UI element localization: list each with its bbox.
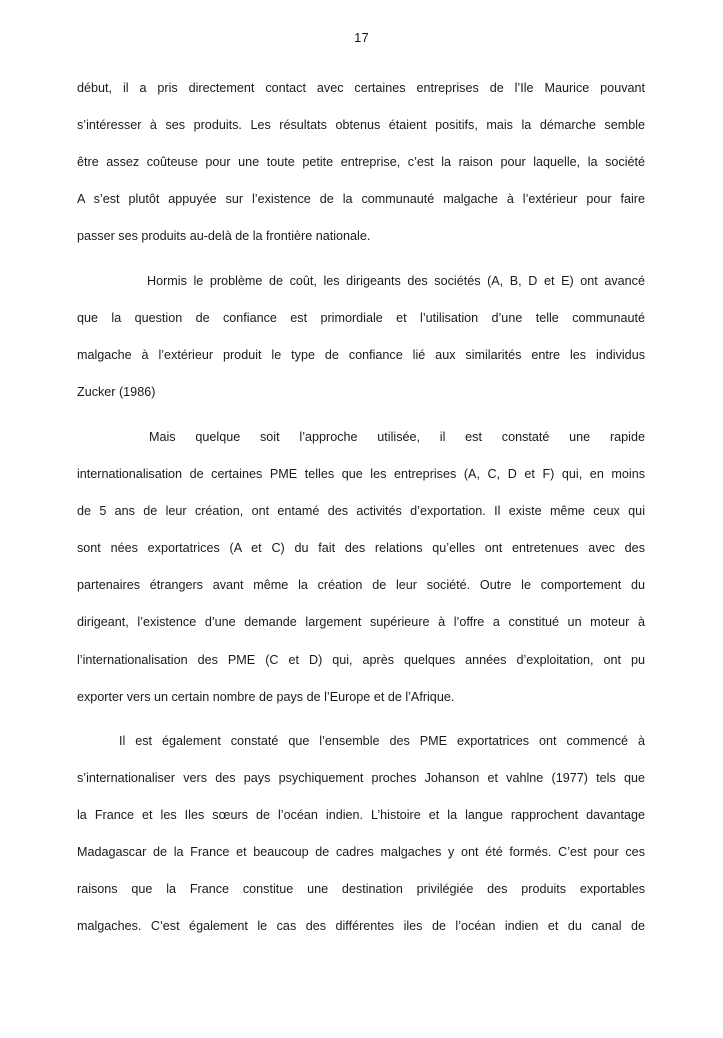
paragraph-line: début, il a pris directement contact avec certaines entreprises de l’Ile Maurice pouvant xyxy=(77,81,645,95)
paragraph-line: être assez coûteuse pour une toute petite entreprise, c’est la raison pour laquelle, la société xyxy=(77,155,645,170)
paragraph-line: Mais quelque soit l’approche utilisée, il est constaté une rapide xyxy=(149,430,645,444)
paragraph-3 xyxy=(77,419,645,716)
paragraph-line: malgache à l’extérieur produit le type de confiance lié aux similarités entre les individus xyxy=(77,348,645,363)
paragraph-line: Hormis le problème de coût, les dirigeants des sociétés (A, B, D et E) ont avancé xyxy=(147,274,645,288)
paragraph-line: que la question de confiance est primordiale et l’utilisation d’une telle communauté xyxy=(77,311,645,326)
paragraph-line: sont nées exportatrices (A et C) du fait des relations qu’elles ont entretenues avec des xyxy=(77,541,645,556)
paragraph-line: Zucker (1986) xyxy=(77,385,156,400)
paragraph-line: passer ses produits au-delà de la frontière nationale. xyxy=(77,229,371,244)
paragraph-line: dirigeant, l’existence d’une demande largement supérieure à l’offre a constitué un moteur à xyxy=(77,615,645,630)
paragraph-line: malgaches. C’est également le cas des différentes iles de l’océan indien et du canal de xyxy=(77,919,645,934)
page-number: 17 xyxy=(354,30,369,45)
paragraph-4 xyxy=(77,723,645,946)
paragraph-line: Il est également constaté que l’ensemble des PME exportatrices ont commencé à xyxy=(119,734,645,748)
paragraph-line: partenaires étrangers avant même la création de leur société. Outre le comportement du xyxy=(77,578,645,593)
paragraph-line: s’intéresser à ses produits. Les résultats obtenus étaient positifs, mais la démarche semble xyxy=(77,118,645,133)
paragraph-line: internationalisation de certaines PME telles que les entreprises (A, C, D et F) qui, en moins xyxy=(77,467,645,482)
paragraph-line: la France et les Iles sœurs de l’océan indien. L’histoire et la langue rapprochent davantage xyxy=(77,808,645,823)
paragraph-line: A s’est plutôt appuyée sur l’existence de la communauté malgache à l’extérieur pour faire xyxy=(77,192,645,207)
paragraph-line: de 5 ans de leur création, ont entamé des activités d’exportation. Il existe même ceux qui xyxy=(77,504,645,519)
paragraph-1 xyxy=(77,70,645,255)
paragraph-line: Madagascar de la France et beaucoup de cadres malgaches y ont été formés. C’est pour ces xyxy=(77,845,645,860)
paragraph-line: l’internationalisation des PME (C et D) qui, après quelques années d’exploitation, ont pu xyxy=(77,652,645,667)
paragraph-line: raisons que la France constitue une destination privilégiée des produits exportables xyxy=(77,882,645,897)
paragraph-line: exporter vers un certain nombre de pays de l’Europe et de l’Afrique. xyxy=(77,689,455,704)
paragraph-2 xyxy=(77,263,645,411)
paragraph-line: s’internationaliser vers des pays psychiquement proches Johanson et vahlne (1977) tels que xyxy=(77,771,645,786)
